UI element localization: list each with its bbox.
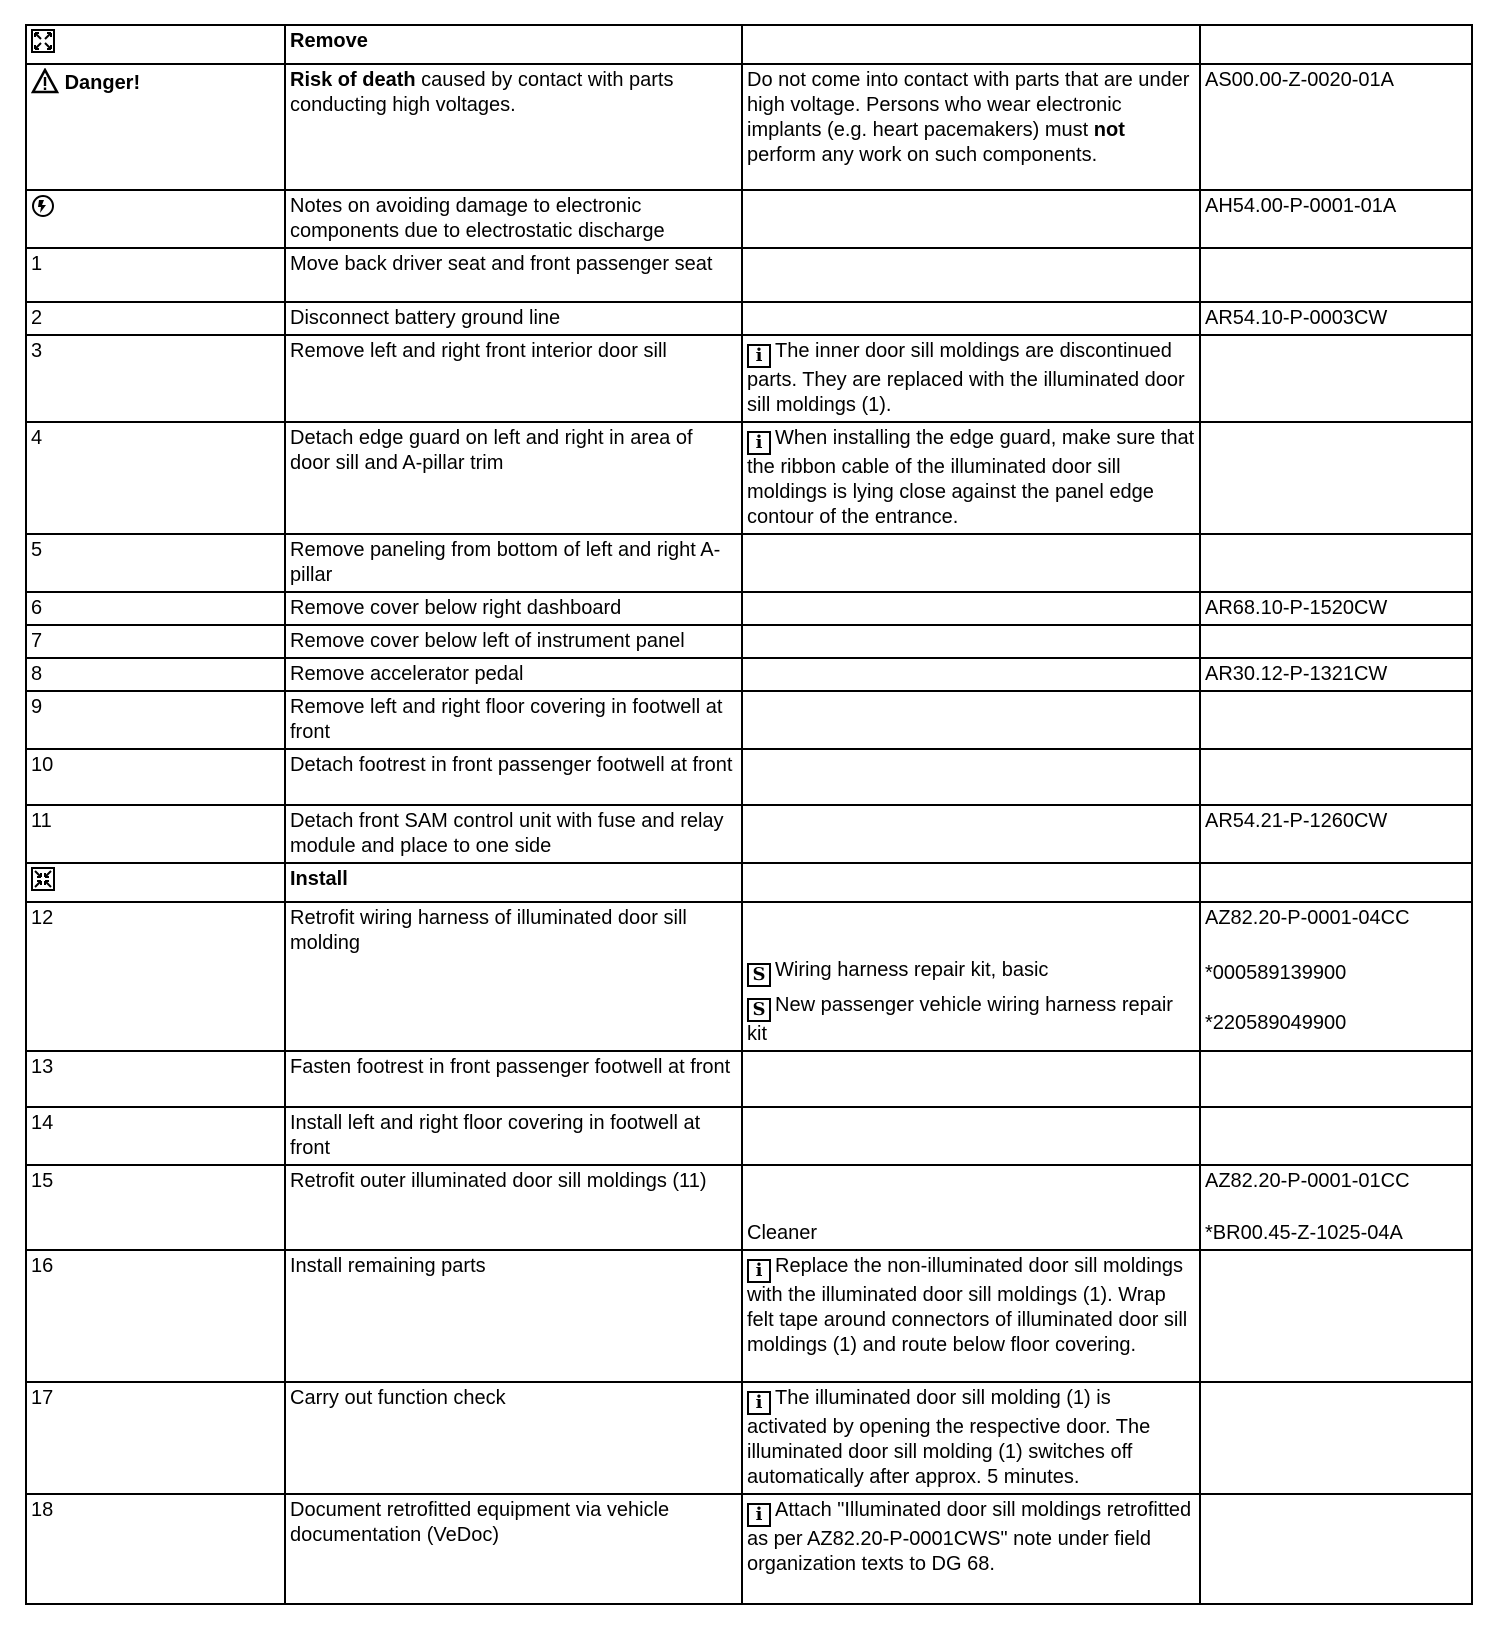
doc-reference: AR54.21-P-1260CW <box>1200 805 1472 863</box>
part-number: *000589139900 <box>1205 962 1347 984</box>
doc-reference: AR30.12-P-1321CW <box>1200 658 1472 691</box>
table-row <box>26 658 1472 691</box>
info-icon: i <box>747 431 771 455</box>
doc-reference: AH54.00-P-0001-01A <box>1200 190 1472 248</box>
table-row <box>26 302 1472 335</box>
table-row <box>26 422 1472 534</box>
step-text: Remove left and right floor covering in footwell at front <box>285 691 742 749</box>
note-text: The illuminated door sill molding (1) is activated by opening the respective door. The illuminated door sill molding (1) switches off automatically after approx. 5 minutes. <box>747 1387 1151 1488</box>
step-number: 18 <box>26 1494 285 1604</box>
table-row <box>26 64 1472 190</box>
table-row <box>26 25 1472 64</box>
step-text: Remove cover below right dashboard <box>285 592 742 625</box>
info-icon: i <box>747 344 771 368</box>
table-row <box>26 863 1472 902</box>
table-row <box>26 248 1472 302</box>
warning-triangle-icon <box>31 68 59 101</box>
step-number: 8 <box>26 658 285 691</box>
table-row <box>26 1382 1472 1494</box>
step-text: Notes on avoiding damage to electronic components due to electrostatic discharge <box>285 190 742 248</box>
danger-text: caused by contact with parts conducting high voltages. <box>290 69 674 116</box>
step-text: Install left and right floor covering in footwell at front <box>285 1107 742 1165</box>
consumable-text: Cleaner <box>747 1222 818 1244</box>
doc-reference: AR68.10-P-1520CW <box>1200 592 1472 625</box>
step-number: 2 <box>26 302 285 335</box>
step-text: Disconnect battery ground line <box>285 302 742 335</box>
step-number: 17 <box>26 1382 285 1494</box>
step-text: Retrofit wiring harness of illuminated door sill molding <box>285 902 742 1051</box>
step-number: 7 <box>26 625 285 658</box>
step-text: Remove cover below left of instrument panel <box>285 625 742 658</box>
doc-reference: AZ82.20-P-0001-01CC <box>1205 1170 1410 1192</box>
info-icon: i <box>747 1259 771 1283</box>
note-text: The inner door sill moldings are discontinued parts. They are replaced with the illuminated door sill moldings (1). <box>747 340 1185 416</box>
section-heading: Remove <box>285 25 742 64</box>
doc-reference: AZ82.20-P-0001-04CC <box>1205 907 1410 929</box>
note-text: Replace the non-illuminated door sill moldings with the illuminated door sill moldings (1). Wrap felt tape around connectors of illuminated door sill moldings (1) and route below floor covering. <box>747 1255 1188 1356</box>
step-text: Detach front SAM control unit with fuse and relay module and place to one side <box>285 805 742 863</box>
note-text: When installing the edge guard, make sure that the ribbon cable of the illuminated door sill moldings is lying close against the panel edge contour of the entrance. <box>747 427 1195 528</box>
step-number: 3 <box>26 335 285 422</box>
step-number: 11 <box>26 805 285 863</box>
table-row <box>26 592 1472 625</box>
danger-note-end: perform any work on such components. <box>747 144 1098 166</box>
step-text: Remove paneling from bottom of left and right A-pillar <box>285 534 742 592</box>
table-row <box>26 1107 1472 1165</box>
part-number: *BR00.45-Z-1025-04A <box>1205 1222 1403 1244</box>
step-number: 12 <box>26 902 285 1051</box>
danger-note: Do not come into contact with parts that are under high voltage. Persons who wear electronic implants (e.g. heart pacemakers) must <box>747 69 1190 141</box>
doc-reference: AS00.00-Z-0020-01A <box>1200 64 1472 190</box>
tool-text: New passenger vehicle wiring harness repair kit <box>747 994 1173 1045</box>
info-icon: i <box>747 1391 771 1415</box>
step-text: Install remaining parts <box>285 1250 742 1382</box>
esd-caution-icon <box>31 194 55 225</box>
step-text: Document retrofitted equipment via vehicle documentation (VeDoc) <box>285 1494 742 1604</box>
step-text: Fasten footrest in front passenger footwell at front <box>285 1051 742 1107</box>
section-heading: Install <box>285 863 742 902</box>
step-number: 6 <box>26 592 285 625</box>
install-section-icon <box>31 867 55 898</box>
step-number: 4 <box>26 422 285 534</box>
table-row <box>26 335 1472 422</box>
step-number: 13 <box>26 1051 285 1107</box>
note-text: Attach "Illuminated door sill moldings retrofitted as per AZ82.20-P-0001CWS" note under field organization texts to DG 68. <box>747 1499 1192 1575</box>
doc-reference: AR54.10-P-0003CW <box>1200 302 1472 335</box>
step-text: Move back driver seat and front passenger seat <box>285 248 742 302</box>
tool-icon: S <box>747 963 771 987</box>
tool-icon: S <box>747 998 771 1022</box>
part-number: *220589049900 <box>1205 1012 1347 1034</box>
table-row <box>26 625 1472 658</box>
table-row <box>26 902 1472 1051</box>
table-row <box>26 1250 1472 1382</box>
tool-text: Wiring harness repair kit, basic <box>775 959 1049 981</box>
step-text: Detach footrest in front passenger footwell at front <box>285 749 742 805</box>
danger-label: Danger! <box>64 72 141 94</box>
step-number: 9 <box>26 691 285 749</box>
table-row <box>26 805 1472 863</box>
step-number: 16 <box>26 1250 285 1382</box>
step-number: 15 <box>26 1165 285 1250</box>
procedure-table <box>25 24 1473 1605</box>
step-text: Remove accelerator pedal <box>285 658 742 691</box>
danger-title: Risk of death <box>290 69 416 91</box>
table-row <box>26 749 1472 805</box>
step-text: Detach edge guard on left and right in area of door sill and A-pillar trim <box>285 422 742 534</box>
step-text: Carry out function check <box>285 1382 742 1494</box>
danger-note-emphasis: not <box>1093 119 1125 141</box>
table-row <box>26 1165 1472 1250</box>
step-text: Remove left and right front interior door sill <box>285 335 742 422</box>
table-row <box>26 534 1472 592</box>
info-icon: i <box>747 1503 771 1527</box>
step-number: 10 <box>26 749 285 805</box>
table-row <box>26 1051 1472 1107</box>
step-number: 14 <box>26 1107 285 1165</box>
table-row <box>26 691 1472 749</box>
remove-section-icon <box>31 29 55 60</box>
step-text: Retrofit outer illuminated door sill moldings (11) <box>285 1165 742 1250</box>
step-number: 1 <box>26 248 285 302</box>
table-row <box>26 190 1472 248</box>
table-row <box>26 1494 1472 1604</box>
step-number: 5 <box>26 534 285 592</box>
